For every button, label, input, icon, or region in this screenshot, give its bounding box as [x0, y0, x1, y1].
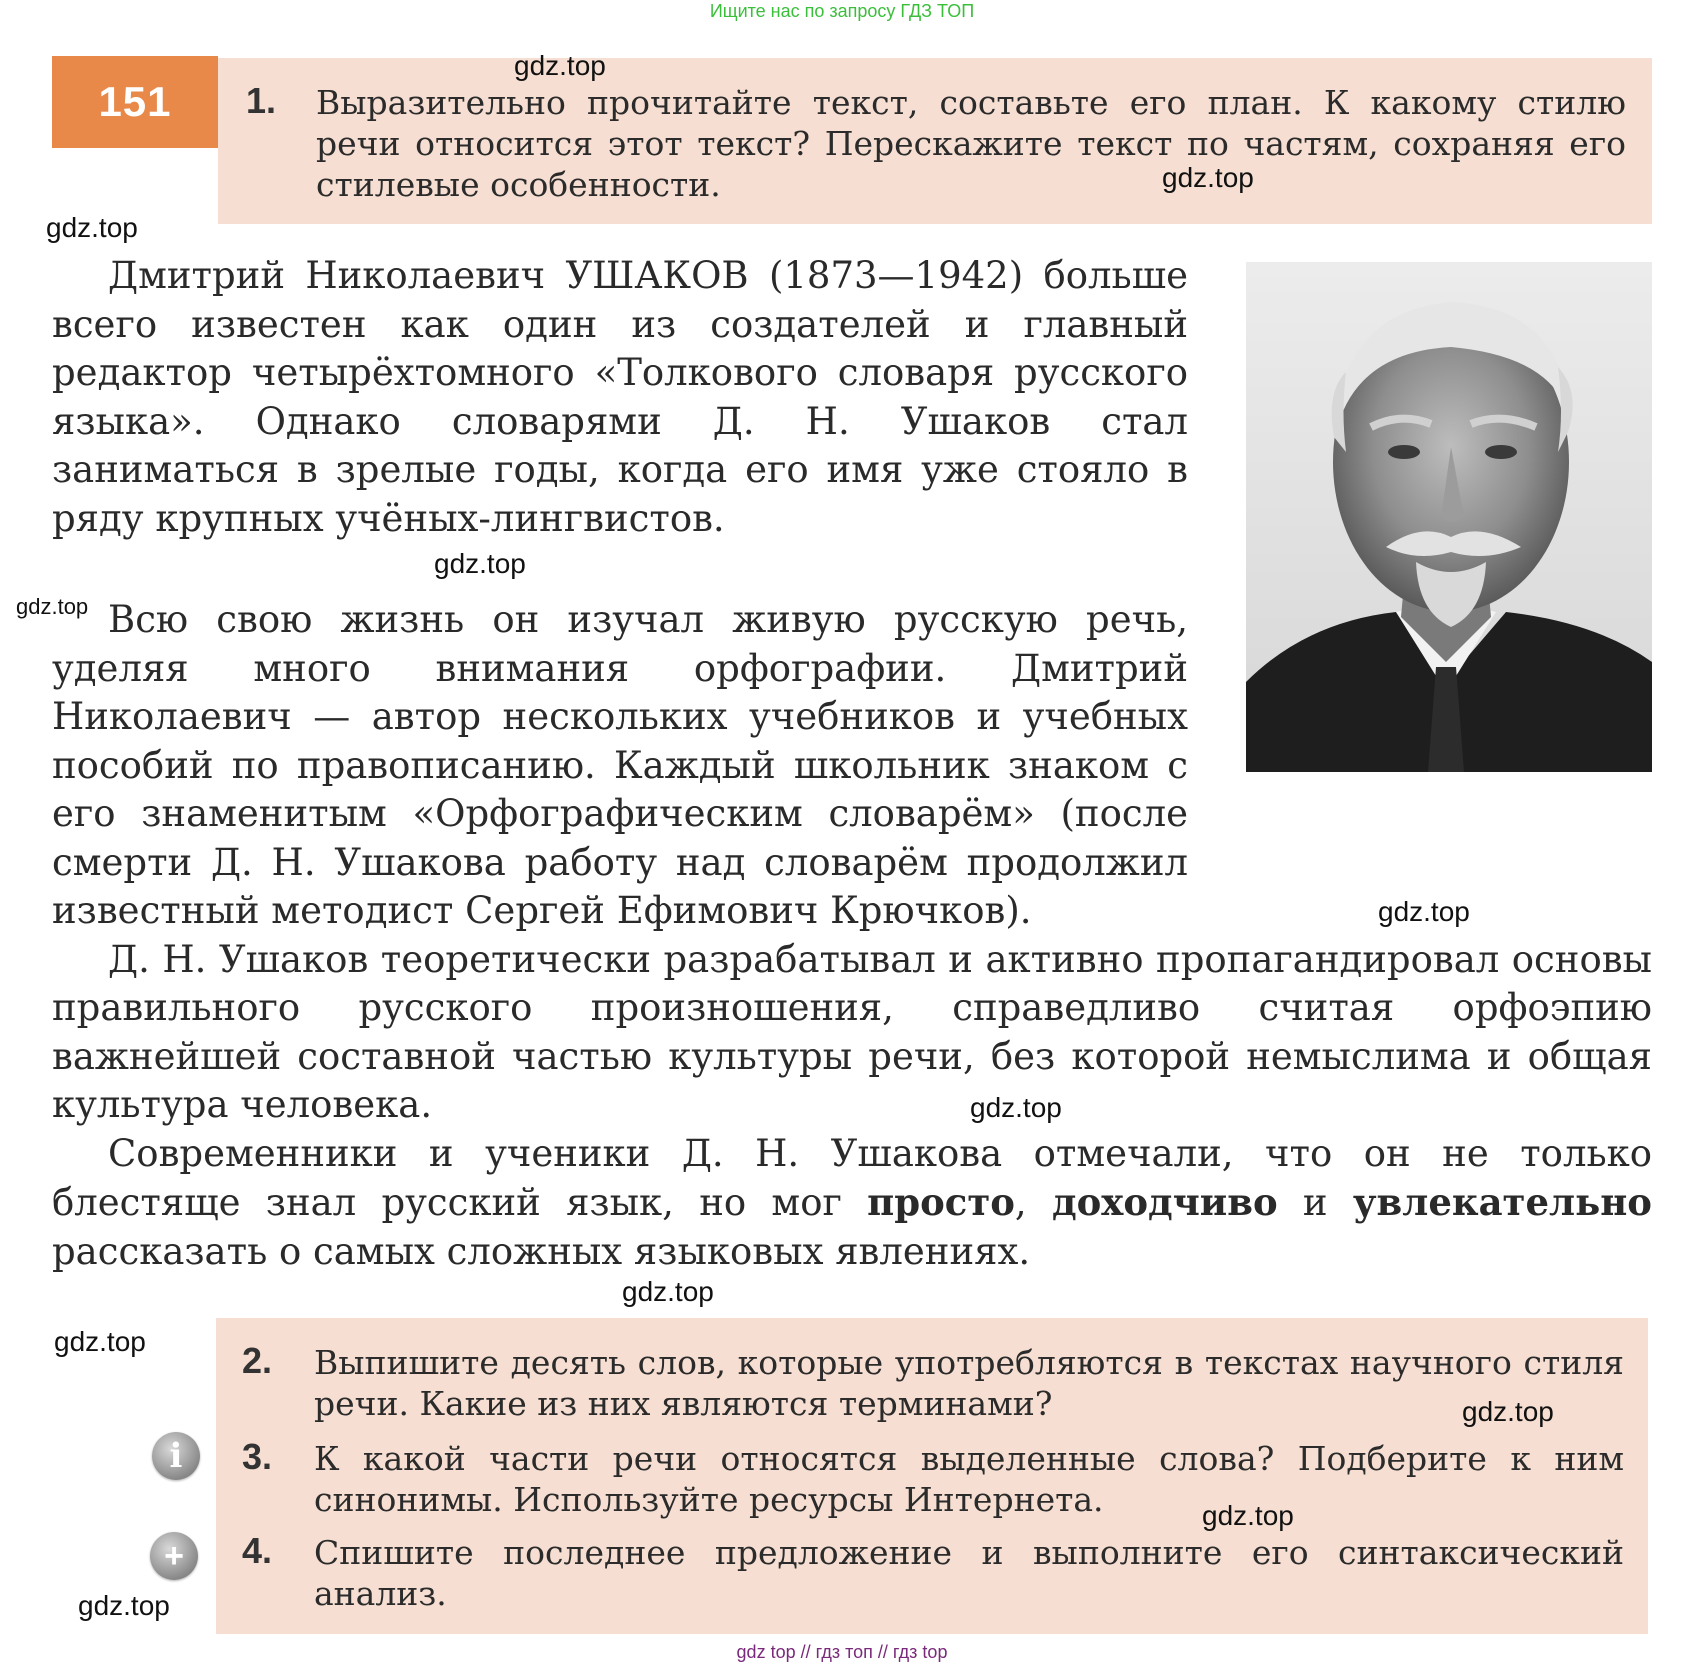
watermark: gdz.top — [622, 1276, 714, 1307]
task4-number: 4. — [242, 1530, 273, 1571]
watermark: gdz.top — [16, 594, 89, 619]
paragraph-2 — [52, 596, 1188, 936]
watermark: gdz.top — [970, 1092, 1062, 1123]
plus-icon: + — [150, 1532, 198, 1580]
paragraph-3: Д. Н. Ушаков теоретически разрабатывал и активно пропагандировал основы правильного русского произношения, справедливо считая орфоэпию важнейшей составной частью культуры речи, без которой немыслима и общая культура человека. — [52, 937, 1652, 1126]
watermark: gdz.top — [54, 1326, 146, 1357]
paragraph-4-sep2: и — [1277, 1181, 1353, 1224]
task4-text: Спишите последнее предложение и выполните его синтаксический анализ. — [314, 1533, 1624, 1613]
bold-word-dokhodchivo: доходчиво — [1051, 1180, 1278, 1224]
task1-text: Выразительно прочитайте текст, составьте его план. К какому стилю речи относится этот текст? Перескажите текст по частям, сохраняя его стилевые особенности. — [316, 83, 1626, 204]
task3-text: К какой части речи относятся выделенные слова? Подберите к ним синонимы. Используйте ресурсы Интернета. — [314, 1439, 1624, 1519]
paragraph-4 — [52, 1130, 1652, 1277]
watermark: gdz.top — [1162, 162, 1254, 193]
watermark: gdz.top — [434, 548, 526, 579]
watermark: gdz.top — [78, 1590, 170, 1621]
watermark: gdz.top — [1462, 1396, 1554, 1427]
task2-text: Выпишите десять слов, которые употребляются в текстах научного стиля речи. Какие из них являются терминами? — [314, 1343, 1624, 1423]
watermark: gdz.top — [46, 212, 138, 243]
main-text — [52, 252, 1188, 543]
paragraph-4-end: рассказать о самых сложных языковых явлениях. — [52, 1229, 1031, 1273]
paragraph-4-start: Современники и ученики Д. Н. Ушакова отмечали, что он не только блестяще знал русский язык, но мог — [52, 1131, 1652, 1224]
paragraph-4-sep1: , — [1014, 1181, 1052, 1224]
main-text-continued — [52, 596, 1652, 1276]
footer: gdz top // гдз топ // гдз top — [736, 1642, 948, 1662]
exercise-number-badge: 151 — [52, 56, 218, 148]
watermark: gdz.top — [514, 50, 606, 81]
paragraph-2-text: Всю свою жизнь он изучал живую русскую речь, уделяя много внимания орфографии. Дмитрий Николаевич — автор нескольких учебников и учебных пособий по правописанию. Каждый школьник знаком с его знаменитым «Орфографическим словарём» (после смерти Д. Н. Ушакова работу над словарём продолжил известный методист Сергей Ефимович Крючков). — [52, 598, 1188, 932]
watermark: gdz.top — [1378, 896, 1470, 927]
watermark: gdz.top — [1202, 1500, 1294, 1531]
paragraph-1: Дмитрий Николаевич УШАКОВ (1873—1942) больше всего известен как один из создателей и главный редактор четырёхтомного «Толкового словаря русского языка». Однако словарями Д. Н. Ушаков стал заниматься в зрелые годы, когда его имя уже стояло в ряду крупных учёных-лингвистов. — [52, 254, 1188, 540]
info-icon: i — [152, 1432, 200, 1480]
bold-word-prosto: просто — [867, 1180, 1015, 1224]
task3-number: 3. — [242, 1436, 273, 1477]
bold-word-uvlekatelno: увлекательно — [1352, 1180, 1652, 1224]
top-banner: Ищите нас по запросу ГДЗ ТОП — [709, 1, 975, 21]
task2-number: 2. — [242, 1340, 273, 1381]
task1-number: 1. — [246, 80, 277, 121]
